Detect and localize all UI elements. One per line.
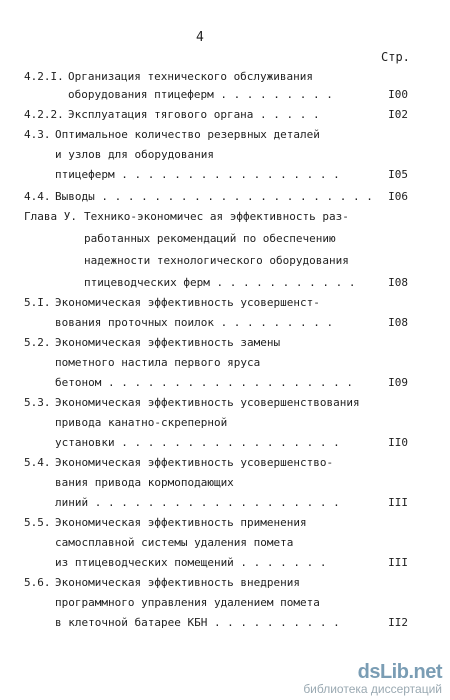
toc-entry-text: самосплавной системы удаления помета [55,536,294,549]
toc-entry-text: Экономическая эффективность усовершенст- [55,296,320,309]
toc-entry-text: оборудования птицеферм . . . . . . . . . [68,88,333,101]
toc-entry-number: 5.4. [24,456,51,469]
toc-entry-page: I02 [388,108,408,121]
toc-entry-page: III [388,496,408,509]
toc-entry-text: в клеточной батарее КБН . . . . . . . . . . [55,616,340,629]
toc-entry-text: установки . . . . . . . . . . . . . . . . . [55,436,340,449]
page-column-header: Стр. [381,50,410,64]
toc-entry-text: вования проточных поилок . . . . . . . . . [55,316,334,329]
toc-entry-text: Эксплуатация тягового органа . . . . . [68,108,320,121]
toc-entry-text: работанных рекомендаций по обеспечению [84,232,336,245]
toc-entry-number: 4.4. [24,190,51,203]
toc-entry-number: 5.2. [24,336,51,349]
toc-entry-number: 4.2.I. [24,70,64,83]
toc-entry-number: Глава У. [24,210,77,223]
toc-entry-text: Экономическая эффективность усовершенствования [55,396,360,409]
toc-entry-text: Организация технического обслуживания [68,70,314,83]
toc-entry-text: Экономическая эффективность внедрения [55,576,301,589]
toc-entry-text: линий . . . . . . . . . . . . . . . . . . . [55,496,340,509]
toc-entry-page: II0 [388,436,408,449]
toc-entry-text: Выводы . . . . . . . . . . . . . . . . . . . . . [55,190,373,203]
toc-entry-text: Экономическая эффективность применения [55,516,307,529]
toc-entry-text: пометного настила первого яруса [55,356,261,369]
toc-entry-number: 4.2.2. [24,108,64,121]
toc-entry-text: Экономическая эффективность замены [55,336,281,349]
toc-entry-number: 5.3. [24,396,51,409]
toc-entry-number: 5.I. [24,296,51,309]
toc-entry-text: Оптимальное количество резервных деталей [55,128,320,141]
toc-entry-page: I06 [388,190,408,203]
toc-entry-text: вания привода кормоподающих [55,476,234,489]
toc-entry-number: 5.5. [24,516,51,529]
watermark-subtitle: библиотека диссертаций [303,682,442,696]
toc-entry-page: I08 [388,316,408,329]
toc-entry-text: бетоном . . . . . . . . . . . . . . . . . . . [55,376,354,389]
toc-entry-text: и узлов для оборудования [55,148,214,161]
toc-entry-page: I08 [388,276,408,289]
toc-entry-text: программного управления удалением помета [55,596,320,609]
toc-entry-text: из птицеводческих помещений . . . . . . . [55,556,327,569]
watermark-logo: dsLib.net [357,661,442,683]
toc-entry-page: I05 [388,168,408,181]
toc-entry-text: птицеферм . . . . . . . . . . . . . . . . . [55,168,340,181]
page-number: 4 [196,30,204,45]
watermark [303,661,442,696]
toc-entry-text: Технико-экономичес ая эффективность раз- [84,210,349,223]
toc-entry-number: 5.6. [24,576,51,589]
toc-entry-page: III [388,556,408,569]
toc-entry-text: надежности технологического оборудования [84,254,349,267]
toc-entry-page: II2 [388,616,408,629]
toc-entry-text: Экономическая эффективность усовершенство- [55,456,334,469]
toc-entry-text: птицеводческих ферм . . . . . . . . . . . [84,276,356,289]
toc-entry-number: 4.3. [24,128,51,141]
toc-entry-page: I00 [388,88,408,101]
toc-entry-text: привода канатно-скреперной [55,416,228,429]
toc-entry-page: I09 [388,376,408,389]
